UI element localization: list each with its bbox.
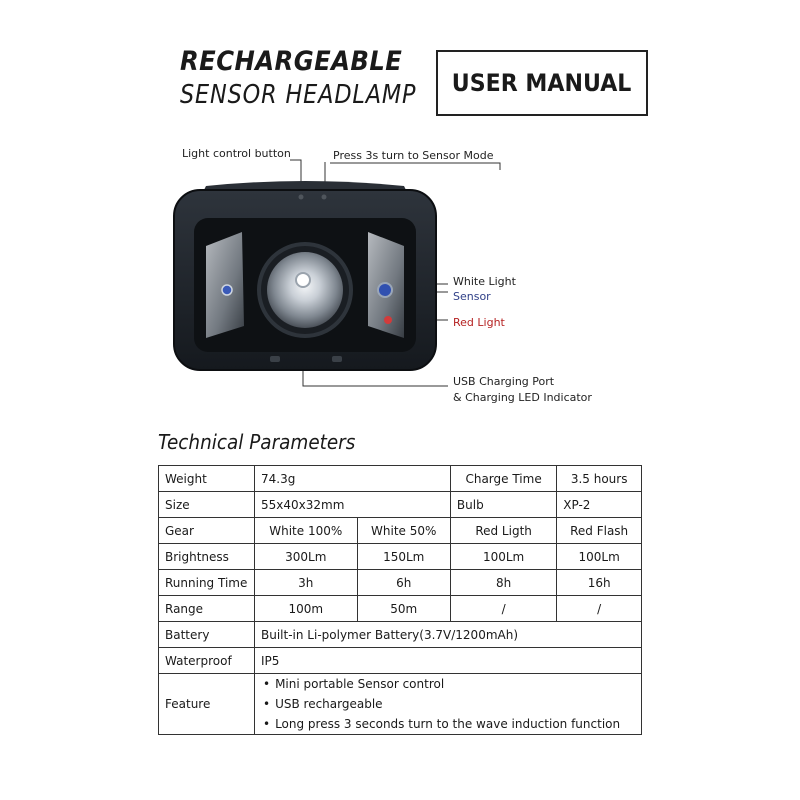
brightness-value: 300Lm bbox=[255, 544, 358, 570]
table-row bbox=[159, 466, 642, 492]
lamp-left-sensor bbox=[222, 285, 232, 295]
technical-parameters-title: Technical Parameters bbox=[158, 430, 356, 454]
product-subtitle: SENSOR HEADLAMP bbox=[180, 80, 417, 110]
callout-led-indicator: & Charging LED Indicator bbox=[453, 391, 592, 404]
charge-time-value: 3.5 hours bbox=[557, 466, 642, 492]
table-row bbox=[159, 622, 642, 648]
range-value: / bbox=[450, 596, 556, 622]
list-item: • USB rechargeable bbox=[263, 694, 635, 714]
list-item: • Mini portable Sensor control bbox=[263, 674, 635, 694]
callout-sensor: Sensor bbox=[453, 290, 491, 303]
lamp-button-left bbox=[299, 195, 304, 200]
range-value: 100m bbox=[255, 596, 358, 622]
running-time-value: 16h bbox=[557, 570, 642, 596]
callout-usb-port: USB Charging Port bbox=[453, 375, 555, 388]
lamp-usb-port bbox=[270, 356, 280, 362]
bulb-value: XP-2 bbox=[557, 492, 642, 518]
lamp-button-right bbox=[322, 195, 327, 200]
running-time-value: 3h bbox=[255, 570, 358, 596]
table-row bbox=[159, 648, 642, 674]
gear-white-50: White 50% bbox=[357, 518, 450, 544]
bulb-label: Bulb bbox=[450, 492, 556, 518]
lamp-right-sensor bbox=[378, 283, 392, 297]
table-row bbox=[159, 596, 642, 622]
technical-parameters-table bbox=[158, 465, 642, 735]
gear-white-100: White 100% bbox=[255, 518, 358, 544]
size-value: 55x40x32mm bbox=[255, 492, 451, 518]
leader-line-sensor-mode bbox=[330, 163, 500, 170]
gear-label: Gear bbox=[159, 518, 255, 544]
user-manual-label: USER MANUAL bbox=[452, 69, 632, 97]
battery-value: Built-in Li-polymer Battery(3.7V/1200mAh) bbox=[255, 622, 642, 648]
table-row bbox=[159, 518, 642, 544]
table-row bbox=[159, 674, 642, 735]
lamp-white-led bbox=[296, 273, 310, 287]
table-row bbox=[159, 544, 642, 570]
battery-label: Battery bbox=[159, 622, 255, 648]
waterproof-label: Waterproof bbox=[159, 648, 255, 674]
brightness-label: Brightness bbox=[159, 544, 255, 570]
feature-list-cell bbox=[255, 674, 642, 735]
running-time-value: 6h bbox=[357, 570, 450, 596]
weight-label: Weight bbox=[159, 466, 255, 492]
lamp-red-led bbox=[384, 316, 392, 324]
feature-label: Feature bbox=[159, 674, 255, 735]
product-title: RECHARGEABLE bbox=[180, 46, 403, 77]
lamp-center-lens bbox=[267, 252, 343, 328]
brightness-value: 150Lm bbox=[357, 544, 450, 570]
brightness-value: 100Lm bbox=[450, 544, 556, 570]
waterproof-value: IP5 bbox=[255, 648, 642, 674]
charge-time-label: Charge Time bbox=[450, 466, 556, 492]
gear-red-flash: Red Flash bbox=[557, 518, 642, 544]
callout-sensor-mode: Press 3s turn to Sensor Mode bbox=[333, 149, 494, 162]
callout-light-control-button: Light control button bbox=[182, 147, 291, 160]
list-item: • Long press 3 seconds turn to the wave induction function bbox=[263, 714, 635, 734]
gear-red-light: Red Ligth bbox=[450, 518, 556, 544]
range-label: Range bbox=[159, 596, 255, 622]
running-time-value: 8h bbox=[450, 570, 556, 596]
table-row bbox=[159, 492, 642, 518]
running-time-label: Running Time bbox=[159, 570, 255, 596]
range-value: 50m bbox=[357, 596, 450, 622]
brightness-value: 100Lm bbox=[557, 544, 642, 570]
lamp-charge-led bbox=[332, 356, 342, 362]
range-value: / bbox=[557, 596, 642, 622]
weight-value: 74.3g bbox=[255, 466, 451, 492]
feature-list bbox=[261, 674, 635, 734]
callout-red-light: Red Light bbox=[453, 316, 505, 329]
headlamp-image bbox=[172, 176, 438, 372]
size-label: Size bbox=[159, 492, 255, 518]
table-row bbox=[159, 570, 642, 596]
callout-white-light: White Light bbox=[453, 275, 516, 288]
